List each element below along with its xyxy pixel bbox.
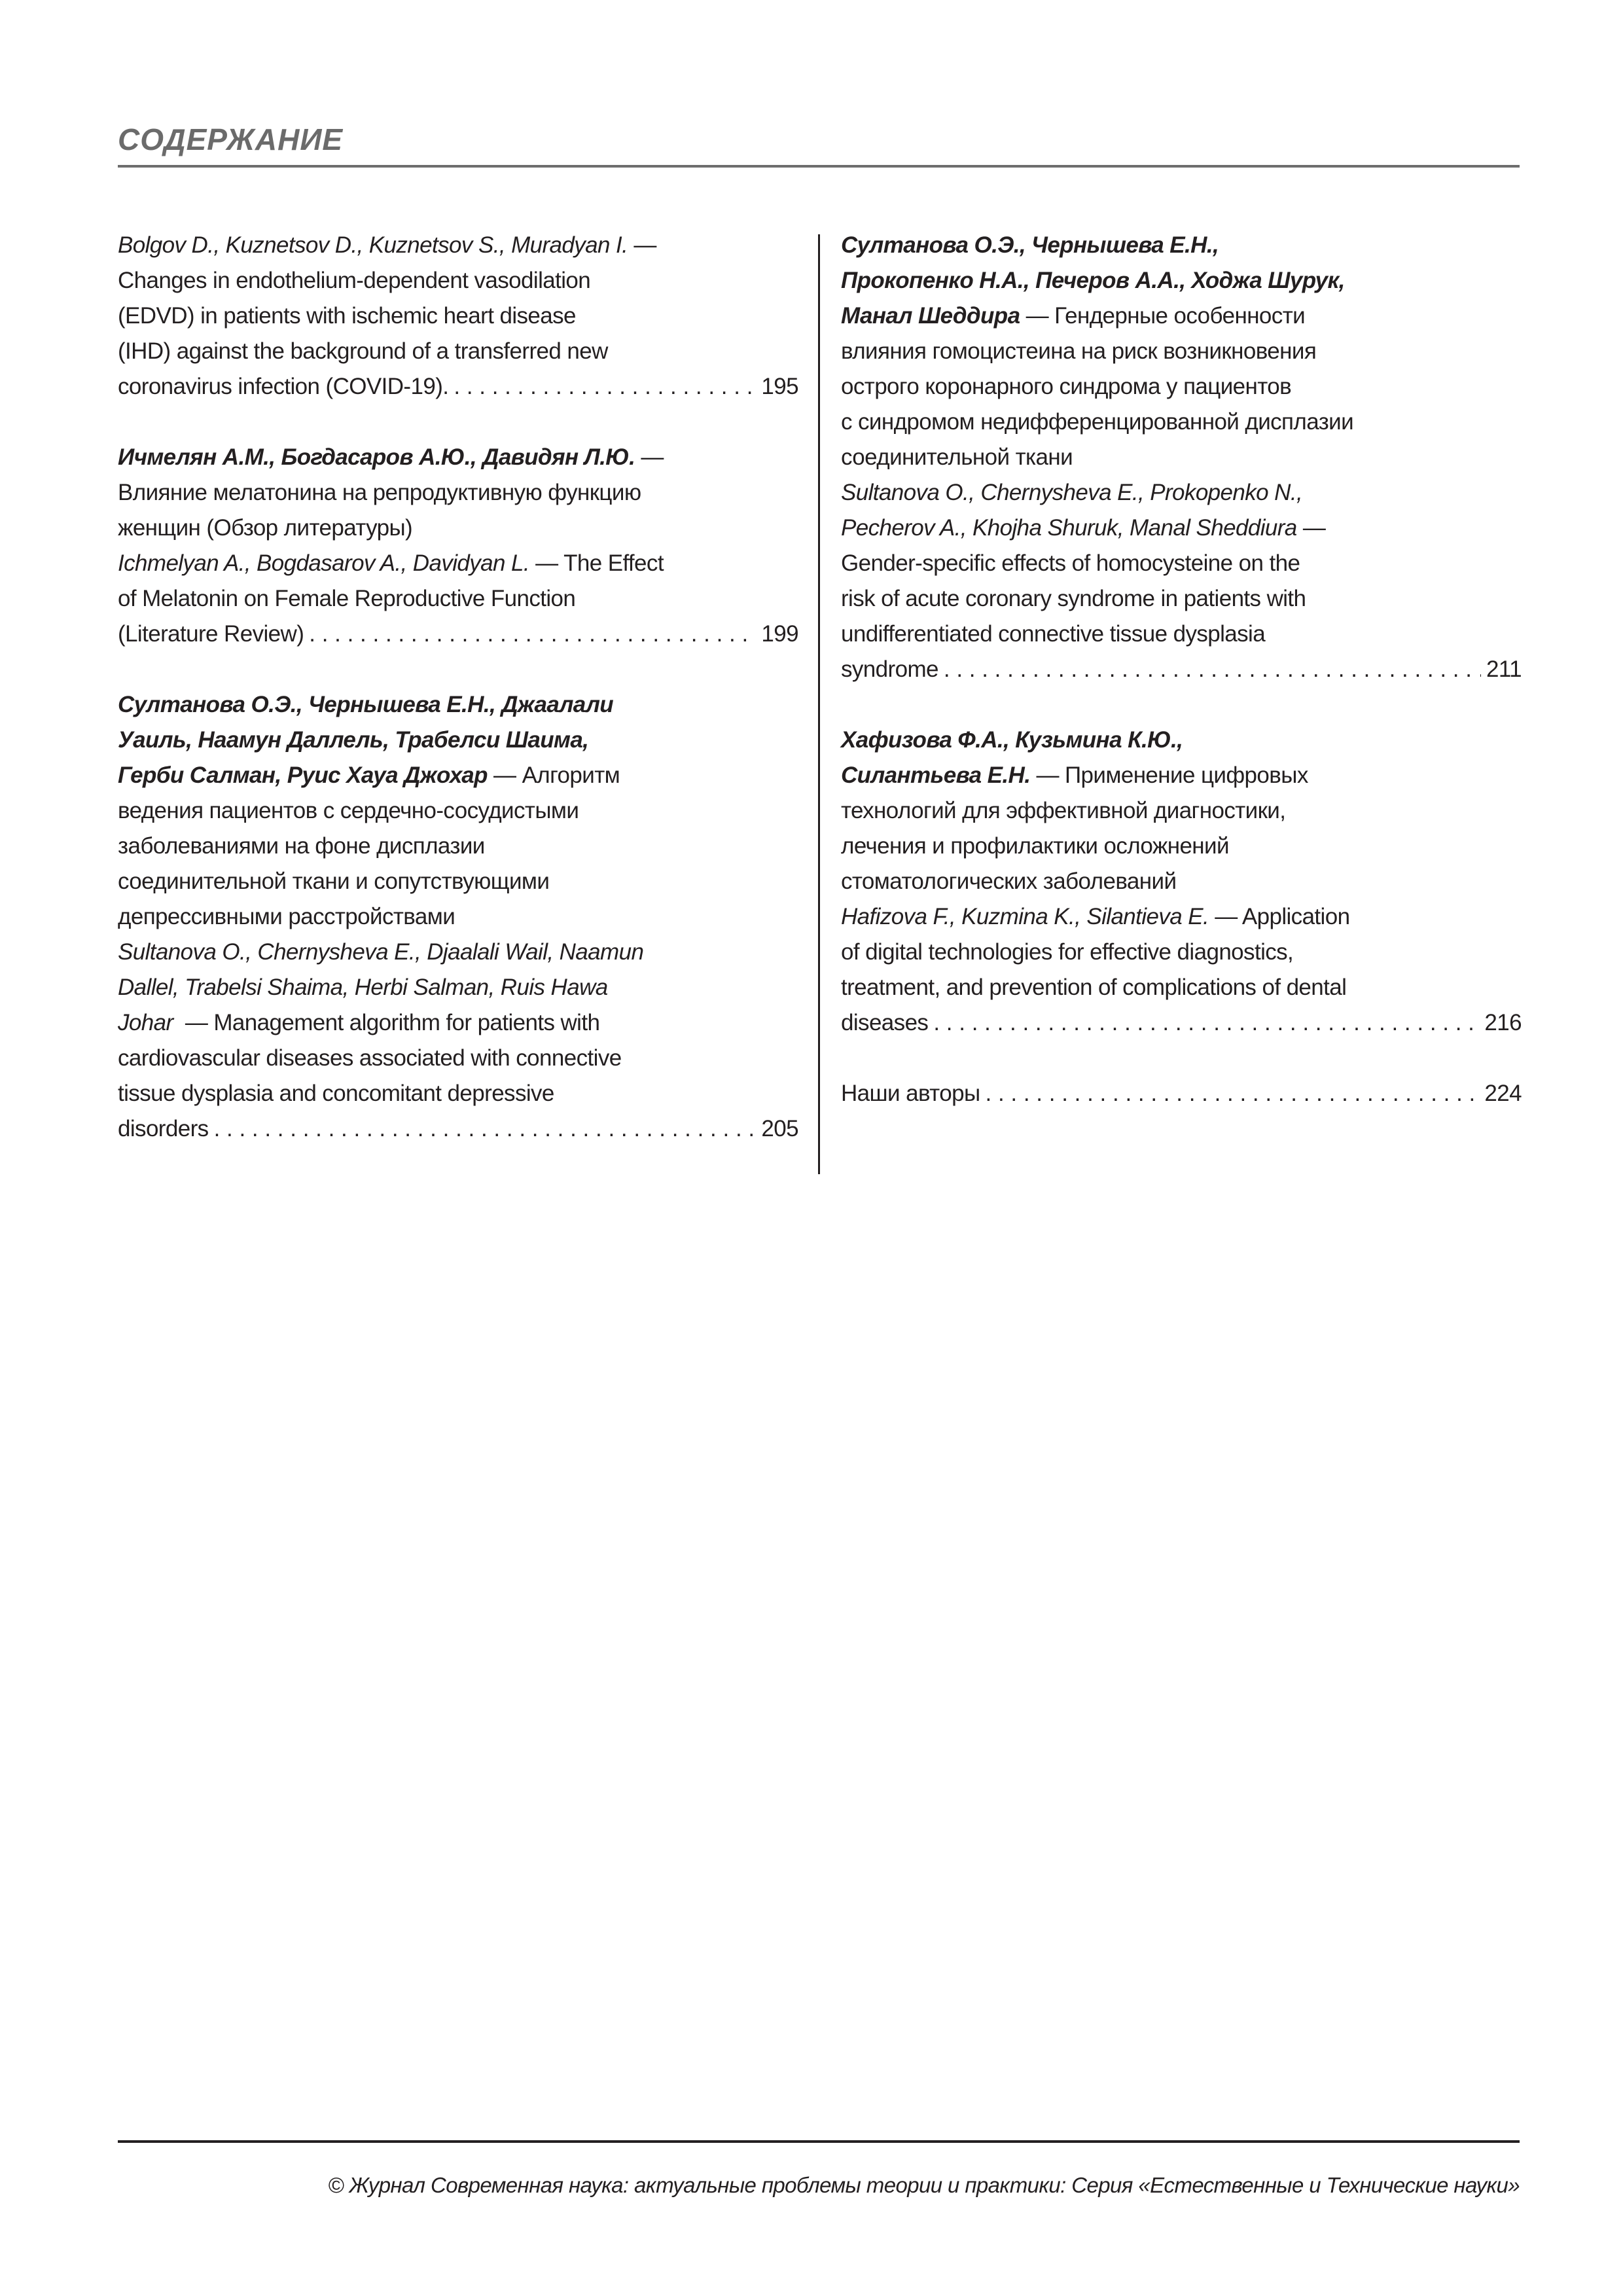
dash: — [535,550,558,576]
dash: — [1215,904,1238,929]
title-line: стоматологических заболеваний [841,869,1177,894]
title-start: Гендерные особенности [1054,303,1306,329]
authors-ru: Султанова О.Э., Чернышева Е.Н., [841,232,1219,258]
entry-last-line [118,1111,798,1147]
authors-ru: Уаиль, Наамун Даллель, Трабелси Шаима, [118,727,589,753]
authors-ru: Прокопенко Н.А., Печеров А.А., Ходжа Шурук, [841,268,1345,293]
title-line: влияния гомоцистеина на риск возникновения [841,338,1317,364]
authors-en: Dallel, Trabelsi Shaima, Herbi Salman, Ruis Hawa [118,975,608,1000]
footer-rule [118,2140,1520,2143]
footer-copyright: © Журнал Современная наука: актуальные проблемы теории и практики: Серия «Естественные и Технические науки» [328,2173,1520,2197]
dot-leader [454,369,756,404]
title-line: cardiovascular diseases associated with connective [118,1045,622,1071]
title-start: Application [1241,904,1350,929]
title-line: заболеваниями на фоне дисплазии [118,833,485,859]
authors-ru: Хафизова Ф.А., Кузьмина К.Ю., [841,727,1183,753]
title-line: risk of acute coronary syndrome in patients with [841,586,1306,611]
title-line: of digital technologies for effective diagnostics, [841,939,1294,965]
dash: — [633,232,656,258]
authors-ru: Герби Салман, Руис Хауа Джохар [118,762,488,788]
entry-line [118,440,798,475]
title-line: tissue dysplasia and concomitant depressive [118,1081,554,1106]
title-line: женщин (Обзор литературы) [118,515,413,541]
dash: — [1026,303,1048,329]
dash: — [1302,515,1326,541]
title-line: (Literature Review) [118,621,304,647]
toc-entry-our-authors[interactable] [841,1076,1522,1111]
title-line: с синдромом недифференцированной дисплазии [841,409,1354,435]
title-start: Применение цифровых [1065,762,1308,788]
authors-ru: Ичмелян А.М., Богдасаров А.Ю., Давидян Л.Ю. [118,444,635,470]
entry-line [118,546,798,581]
title-start: Алгоритм [522,762,620,788]
dash: — [641,444,664,470]
entry-last-line [841,1076,1522,1111]
dot-leader [986,1076,1480,1111]
entry-last-line [841,652,1522,687]
dash: — [1036,762,1059,788]
authors-ru: Манал Шеддира [841,303,1020,329]
entry-line [118,228,798,263]
dot-leader [944,652,1481,687]
page-number[interactable]: 195 [761,374,798,399]
page-number[interactable]: 224 [1484,1081,1522,1106]
title-line: disorders [118,1116,209,1141]
authors-en: Johar [118,1010,173,1035]
authors-en: Bolgov D., Kuznetsov D., Kuznetsov S., Muradyan I. [118,232,628,258]
title-line: Влияние мелатонина на репродуктивную функцию [118,480,641,505]
title-line: Наши авторы [841,1081,980,1106]
toc-entry-sultanova-gender[interactable] [841,228,1522,687]
right-column [841,228,1522,1147]
entry-line [841,511,1522,546]
title-line: undifferentiated connective tissue dysplasia [841,621,1266,647]
page-number[interactable]: 205 [761,1116,798,1141]
dot-leader [309,617,756,652]
left-column [118,228,798,1182]
dot-leader [214,1111,757,1147]
title-line: Gender-specific effects of homocysteine on the [841,550,1300,576]
column-divider [818,234,820,1174]
authors-en: Ichmelyan A., Bogdasarov A., Davidyan L. [118,550,530,576]
title-line: treatment, and prevention of complications of dental [841,975,1347,1000]
title-line: технологий для эффективной диагностики, [841,798,1286,823]
title-start: The Effect [563,550,664,576]
authors-en: Sultanova O., Chernysheva E., Djaalali Wail, Naamun [118,939,644,965]
entry-line [841,298,1522,334]
entry-last-line [118,369,798,404]
authors-ru: Султанова О.Э., Чернышева Е.Н., Джаалали [118,692,614,717]
title-line: (IHD) against the background of a transferred new [118,338,608,364]
entry-line [118,758,798,793]
dot-leader [933,1005,1479,1041]
title-line: syndrome [841,656,938,682]
title-line: ведения пациентов с сердечно-сосудистыми [118,798,579,823]
page-number[interactable]: 199 [761,621,798,647]
page-title: СОДЕРЖАНИЕ [118,122,344,156]
title-line: лечения и профилактики осложнений [841,833,1229,859]
dash: — [493,762,516,788]
entry-line [841,899,1522,935]
page-number[interactable]: 216 [1484,1010,1522,1035]
authors-ru: Силантьева Е.Н. [841,762,1031,788]
toc-entry-bolgov[interactable] [118,228,798,404]
title-line: соединительной ткани [841,444,1073,470]
title-line: (EDVD) in patients with ischemic heart disease [118,303,576,329]
title-line: Changes in endothelium-dependent vasodilation [118,268,591,293]
title-line: coronavirus infection (COVID-19). [118,374,449,399]
dash: — [185,1010,208,1035]
entry-last-line [841,1005,1522,1041]
entry-last-line [118,617,798,652]
authors-en: Hafizova F., Kuzmina K., Silantieva E. [841,904,1209,929]
toc-entry-hafizova[interactable] [841,723,1522,1041]
title-line: of Melatonin on Female Reproductive Function [118,586,576,611]
title-line: острого коронарного синдрома у пациентов [841,374,1292,399]
entry-line [118,1005,798,1041]
title-line: депрессивными расстройствами [118,904,455,929]
title-line: diseases [841,1010,929,1035]
header-rule [118,165,1520,168]
page-number[interactable]: 211 [1486,656,1522,682]
authors-en: Pecherov A., Khojha Shuruk, Manal Sheddiura [841,515,1297,541]
title-line: соединительной ткани и сопутствующими [118,869,550,894]
toc-entry-ichmelyan[interactable] [118,440,798,652]
authors-en: Sultanova O., Chernysheva E., Prokopenko N., [841,480,1303,505]
title-start: Management algorithm for patients with [213,1010,600,1035]
entry-line [841,758,1522,793]
toc-entry-sultanova-algorithm[interactable] [118,687,798,1147]
